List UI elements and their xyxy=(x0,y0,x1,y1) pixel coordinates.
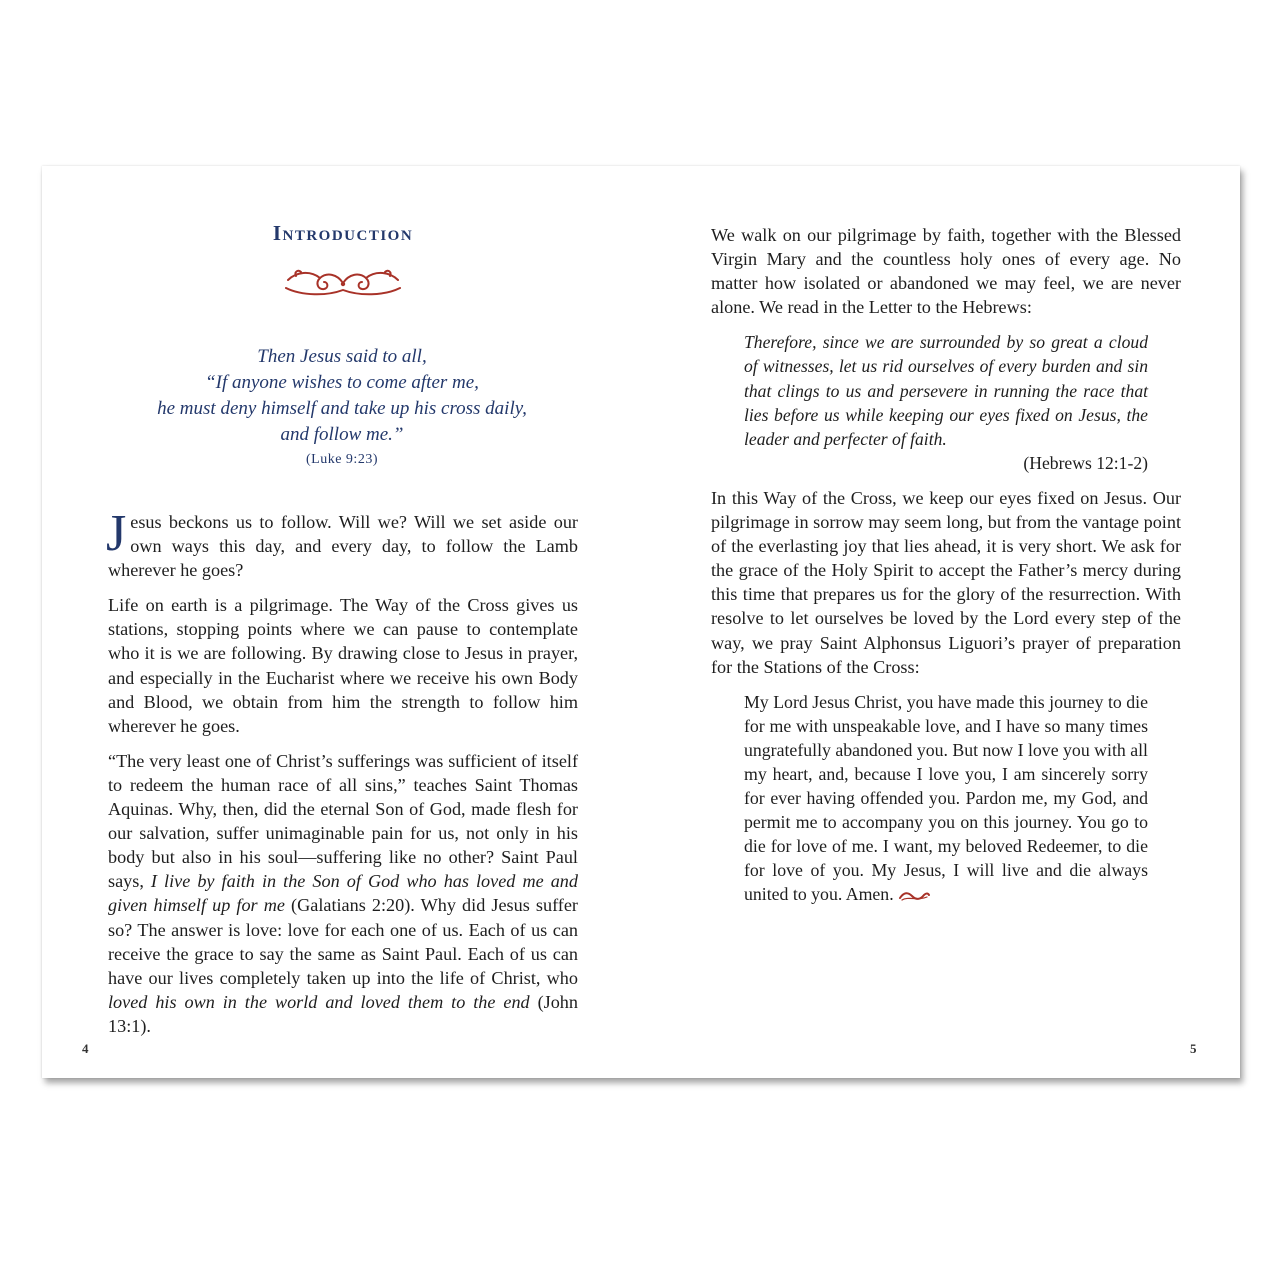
scripture-quote: loved his own in the world and loved them to the end xyxy=(108,991,530,1012)
prayer-body: My Lord Jesus Christ, you have made this journey to die for me with unspeakable love, and I have so many times ungratefully abandoned you. But now I love you with all my heart, and, because I love you, I am sincerely sorry for ever having offended you. Pardon me, my God, and permit me to accompany you on this journey. You go to die for love of me. I want, my beloved Redeemer, to die for love of you. My Jesus, I will live and die always united to you. Amen. xyxy=(744,691,1148,905)
paragraph: Life on earth is a pilgrimage. The Way of the Cross gives us stations, stopping points where we can pause to contemplate who it is we are following. By drawing close to Jesus in prayer, and especially in the Eucharist where we receive his own Body and Blood, we obtain from him the strength to follow him wherever he goes. xyxy=(108,595,578,736)
page-title: Introduction xyxy=(272,221,414,245)
paragraph: We walk on our pilgrimage by faith, together with the Blessed Virgin Mary and the countless holy ones of every age. No matter how isolated or abandoned we may feel, we are never alone. We read in the Letter to the Hebrews: xyxy=(711,225,1181,318)
block-quote-citation: (Hebrews 12:1-2) xyxy=(1023,452,1148,473)
scripture-quote: I live by faith in the Son of God who has loved me and given himself up for me xyxy=(108,871,578,916)
paragraph: In this Way of the Cross, we keep our eyes fixed on Jesus. Our pilgrimage in sorrow may seem long, but from the vantage point of the everlasting joy that lies ahead, it is very short. We ask for the grace of the Holy Spirit to accept the Father’s mercy during this time that prepares us for the glory of the resurrection. With resolve to let ourselves be loved by the Lord every step of the way, we pray Saint Alphonsus Liguori’s prayer of preparation for the Stations of the Cross: xyxy=(711,487,1181,677)
left-body-text xyxy=(106,505,578,1049)
epigraph-line: Then Jesus said to all, xyxy=(257,346,427,367)
prayer-text xyxy=(744,690,1148,907)
epigraph-line: “If anyone wishes to come after me, xyxy=(205,372,479,393)
paragraph-text: (John 13:1). xyxy=(108,991,578,1036)
drop-cap: J xyxy=(106,505,127,562)
paragraph xyxy=(106,505,578,582)
book-spread xyxy=(42,166,1240,1078)
block-quote-text: Therefore, since we are surrounded by so great a cloud of witnesses, let us rid ourselves of every burden and sin that clings to us and persevere in running the race that lies before us while keeping our eyes fixed on Jesus, the leader and perfecter of faith. xyxy=(744,332,1148,449)
paragraph xyxy=(108,749,578,1038)
right-body-text xyxy=(711,223,1181,907)
epigraph-line: he must deny himself and take up his cross daily, xyxy=(157,398,527,419)
page-number: 5 xyxy=(1190,1041,1197,1056)
left-page xyxy=(42,166,641,1078)
paragraph-text: (Galatians 2:20). Why did Jesus suffer so? The answer is love: love for each one of us. Each of us can receive the grace to say the same as Saint Paul. Each of us can have our lives completely taken up into the life of Christ, who xyxy=(108,895,578,988)
right-page xyxy=(641,166,1240,1078)
paragraph-text: “The very least one of Christ’s sufferings was sufficient of itself to redeem the human race of all sins,” teaches Saint Thomas Aquinas. Why, then, did the eternal Son of God, made flesh for our salvation, suffer unimaginable pain for us, not only in his body but also in his soul—suffering like no other? Saint Paul says, xyxy=(108,750,578,892)
paragraph-text: esus beckons us to follow. Will we? Will we set aside our own ways this day, and every day, to follow the Lamb wherever he goes? xyxy=(108,512,578,581)
epigraph xyxy=(82,344,602,470)
squiggle-end-icon xyxy=(898,890,930,902)
page-number: 4 xyxy=(82,1041,89,1056)
flourish-ornament-icon xyxy=(282,266,404,300)
epigraph-citation: (Luke 9:23) xyxy=(306,452,378,467)
epigraph-line: and follow me.” xyxy=(280,424,404,445)
block-quote xyxy=(744,330,1148,475)
